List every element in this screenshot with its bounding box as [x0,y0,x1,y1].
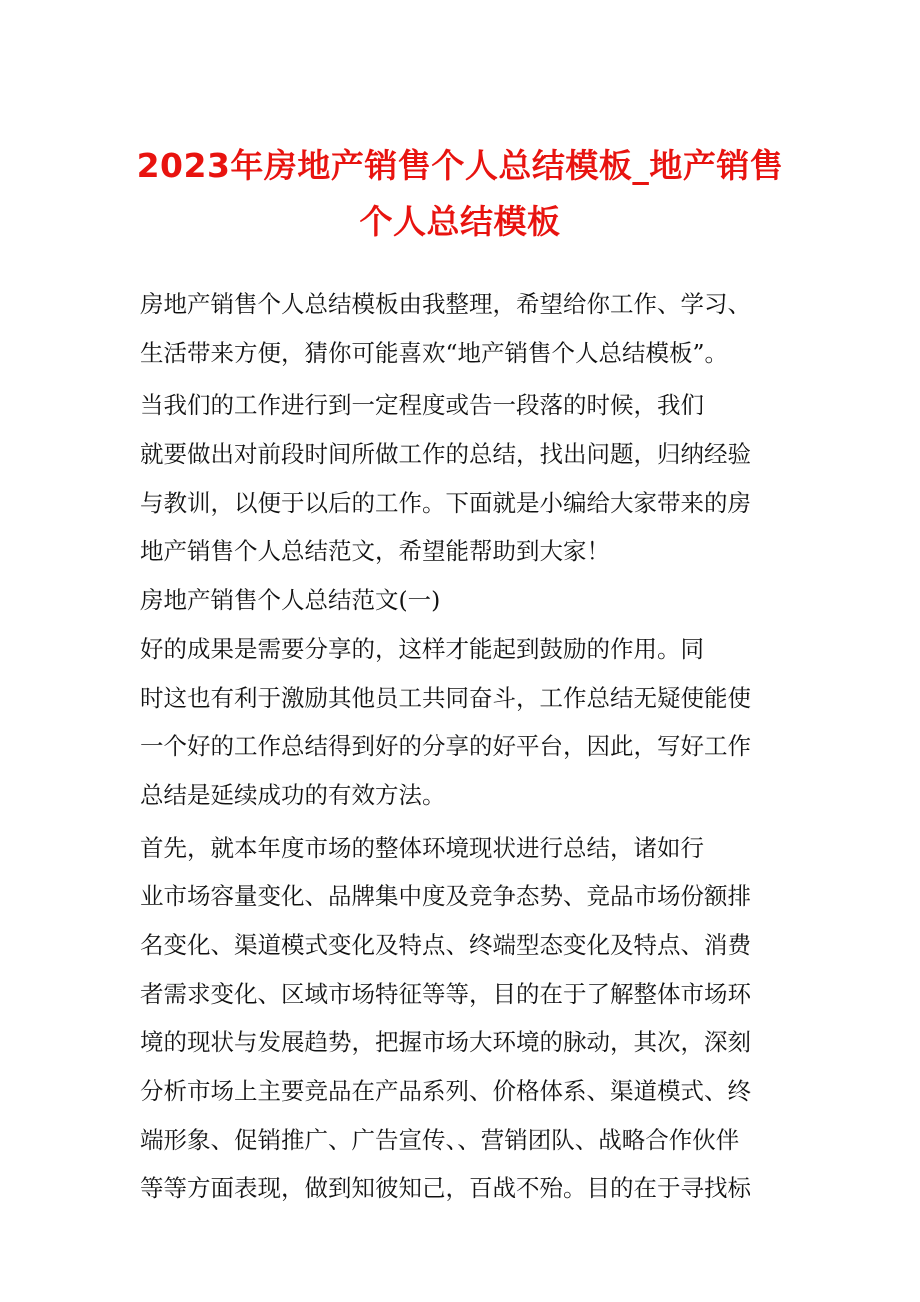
text-line: 地产销售个人总结范文，希望能帮助到大家！ [140,537,610,566]
title-line-1: 2023年房地产销售个人总结模板_地产销售 [136,146,784,185]
text-line: 名变化、渠道模式变化及特点、终端型态变化及特点、消费 [140,930,751,959]
text-line: 境的现状与发展趋势，把握市场大环境的脉动，其次，深刻 [140,1028,751,1057]
paragraph-sharing [140,625,780,820]
text-line: 房地产销售个人总结模板由我整理，希望给你工作、学习、 [140,290,751,318]
text-line: 一个好的工作总结得到好的分享的好平台，因此，写好工作 [140,732,751,761]
paragraph-intro [140,280,780,377]
text-line: 与教训，以便于以后的工作。下面就是小编给大家带来的房 [140,488,751,517]
title-line-2: 个人总结模板 [359,202,561,241]
text-line: 首先，就本年度市场的整体环境现状进行总结，诸如行 [140,833,704,862]
text-line: 业市场容量变化、品牌集中度及竞争态势、竞品市场份额排 [140,882,751,911]
text-line: 总结是延续成功的有效方法。 [140,780,446,809]
text-line: 时这也有利于激励其他员工共同奋斗，工作总结无疑使能使 [140,683,751,712]
text-line: 分析市场上主要竞品在产品系列、价格体系、渠道模式、终 [140,1077,751,1105]
text-line: 好的成果是需要分享的，这样才能起到鼓励的作用。同 [140,634,704,663]
section-heading-line: 房地产销售个人总结范文(一) [140,586,441,615]
paragraph-market [140,824,780,1214]
text-line: 就要做出对前段时间所做工作的总结，找出问题，归纳经验 [140,440,751,469]
text-line: 等等方面表现，做到知彼知己，百战不殆。目的在于寻找标 [140,1174,751,1203]
text-line: 生活带来方便，猜你可能喜欢“地产销售个人总结模板”。 [140,338,729,367]
text-line: 者需求变化、区域市场特征等等，目的在于了解整体市场环 [140,979,751,1008]
paragraph-preface [140,381,780,576]
section-heading [140,576,780,625]
document-body [140,280,780,1213]
text-line: 当我们的工作进行到一定程度或告一段落的时候，我们 [140,391,704,420]
document-title [120,138,800,250]
text-line: 端形象、促销推广、广告宣传、、营销团队、战略合作伙伴 [140,1125,740,1154]
